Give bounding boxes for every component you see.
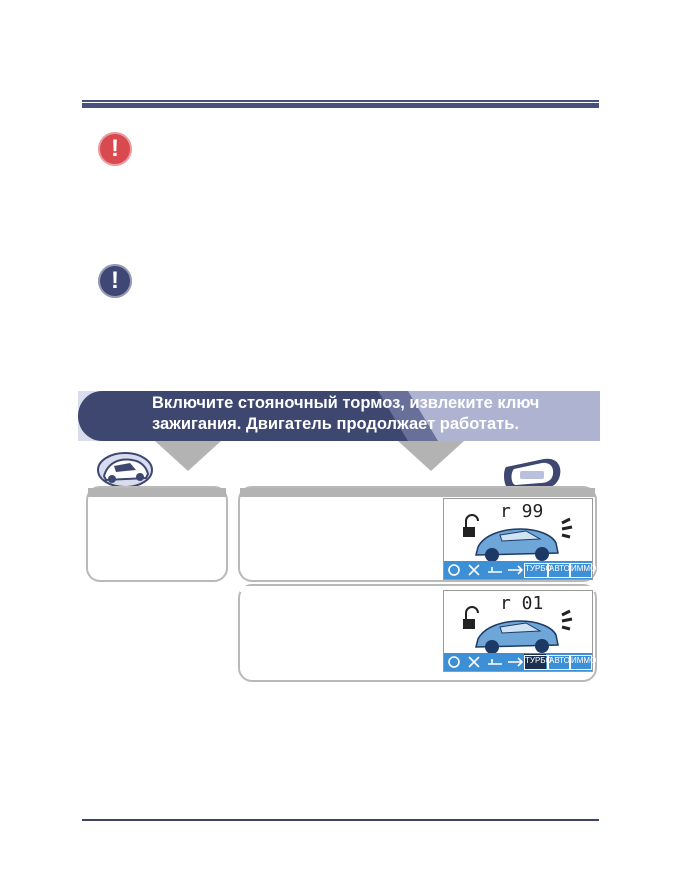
panel-header — [240, 488, 595, 497]
arrow-down-left — [155, 441, 221, 471]
banner-text — [152, 393, 597, 435]
lcd-display-1 — [443, 498, 597, 580]
banner-line-1: Включите стояночный тормоз, извлеките ключ — [152, 394, 540, 412]
banner-line-2: зажигания. Двигатель продолжает работать. — [152, 415, 519, 433]
signal-icon — [562, 519, 572, 537]
panel-header — [88, 488, 226, 497]
warning-red-icon: ! — [98, 132, 132, 166]
lcd-code-2: r 01 — [500, 593, 544, 614]
mode-label-auto: АВТО — [548, 655, 570, 670]
header-rule — [82, 100, 599, 108]
arrow-down-right — [398, 441, 464, 471]
padlock-icon — [463, 527, 475, 537]
mode-label-immo: ИММО — [570, 563, 592, 578]
mode-label-turbo: ТУРБО — [524, 655, 548, 670]
footer-rule — [82, 819, 599, 821]
mode-label-auto: АВТО — [548, 563, 570, 578]
mode-label-immo: ИММО — [570, 655, 592, 670]
lcd-code-1: r 99 — [500, 501, 544, 522]
car-status-panel — [86, 486, 228, 582]
mode-label-turbo: ТУРБО — [524, 563, 548, 578]
signal-icon — [562, 611, 572, 629]
notice-blue-icon: ! — [98, 264, 132, 298]
car-icon — [96, 450, 154, 490]
lcd-display-2 — [443, 590, 597, 672]
padlock-icon — [463, 619, 475, 629]
